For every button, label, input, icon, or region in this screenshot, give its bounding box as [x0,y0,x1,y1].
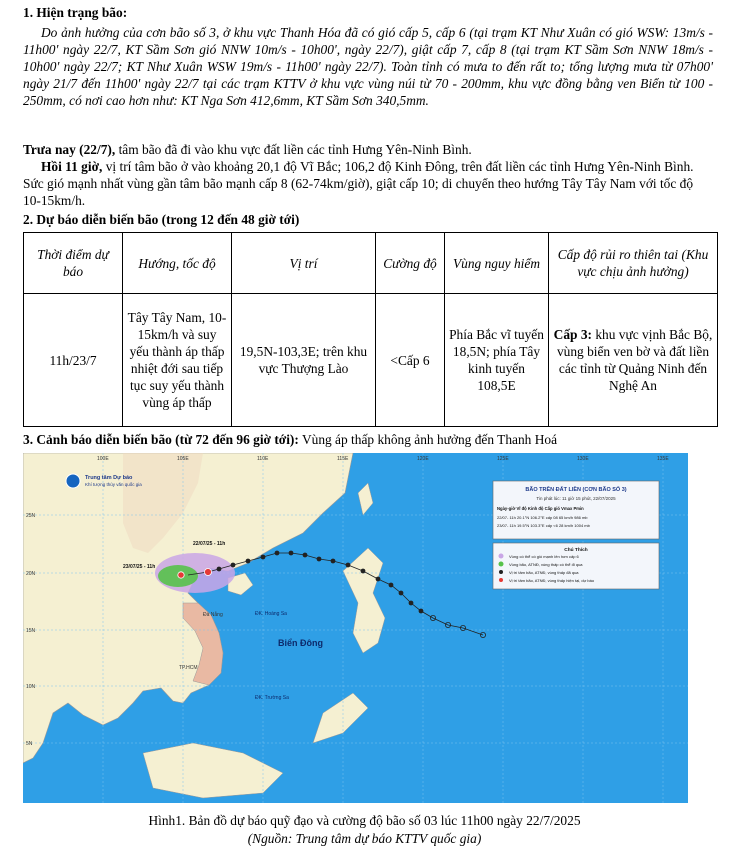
legend-item: Vùng bão, ATNĐ, vùng thấp có thể đi qua [509,562,583,567]
track-point [217,567,222,572]
header-intensity: Cường độ [376,233,445,294]
track-point [317,557,322,562]
forecast-table [23,232,718,427]
section3 [23,431,713,448]
track-point [231,563,236,568]
section1-heading: 1. Hiện trạng bão: [23,5,128,20]
legend-item: Vị trí tâm bão, ATNĐ, vùng thấp hiện tại, dự báo [509,578,595,583]
current-position-icon [205,569,212,576]
section1-para1: Do ảnh hưởng của cơn bão số 3, ở khu vực Thanh Hóa đã có gió cấp 5, cấp 6 (tại trạm KT Như Xuân có gió WSW: 13m/s - 11h00' ngày 22/7, KT Sầm Sơn gió NNW 10m/s - 10h00', ngày 22/7), giật cấp 7, cấp 8 (tại trạm KT Sầm Sơn NNW 18m/s - 10h00' ngày 22/7; KT Như Xuân WSW 19m/s - 11h00' ngày 22/7). Toàn tỉnh có mưa to đến rất to; tổng lượng mưa từ 07h00' ngày 21/7 đến 11h00' ngày 22/7 tại các trạm KTTV ở khu vực vùng núi từ 70 - 200mm, khu vực đồng bằng ven Biển từ 100 - 250mm, có nơi cao hơn như: KT Nga Sơn 412,6mm, KT Sầm Sơn 340,5mm. [23,25,713,108]
lon-label: 115E [337,456,349,462]
track-point [275,551,280,556]
lon-label: 125E [497,456,509,462]
legend-box [493,543,659,589]
track-point [289,551,294,556]
legend-swatch-path [499,562,504,567]
lat-label: 15N [26,628,36,634]
forecast-position-icon [178,572,184,578]
header-danger: Vùng nguy hiểm [445,233,549,294]
label-22-07: 22/07/25 - 11h [193,541,226,547]
cell-position: 19,5N-103,3E; trên khu vực Thượng Lào [232,294,376,427]
para2-rest: tâm bão đã đi vào khu vực đất liền các tỉnh Hưng Yên-Ninh Bình. [115,142,472,157]
cell-risk [549,294,718,427]
para3-rest: vị trí tâm bão ở vào khoảng 20,1 độ Vĩ Bắc; 106,2 độ Kinh Đông, trên đất liền các tỉnh Hưng Yên-Ninh Bình. Sức gió mạnh nhất vùng gần tâm bão mạnh cấp 8 (62-74km/giờ), giật cấp 10; di chuyển theo hướng Tây Tây Nam với tốc độ 10-15km/h. [23,159,694,208]
track-point [419,609,424,614]
lon-label: 105E [177,456,189,462]
label-23-07: 23/07/25 - 11h [123,564,156,570]
label-hcm: TP.HCM [179,665,198,671]
track-point [399,591,404,596]
header-risk: Cấp độ rủi ro thiên tai (Khu vực chịu ảnh hưởng) [549,233,718,294]
legend-item: Vùng có thể có gió mạnh lên hơn cấp 6 [509,554,579,559]
lat-label: 20N [26,571,36,577]
para2-bold: Trưa nay (22/7), [23,142,116,157]
track-point [346,563,351,568]
cell-intensity: <Cấp 6 [376,294,445,427]
section2-heading: 2. Dự báo diễn biến bão (trong 12 đến 48 giờ tới) [23,212,300,227]
legend-swatch-current [499,578,503,582]
cell-direction: Tây Tây Nam, 10-15km/h và suy yếu thành áp thấp nhiệt đới sau tiếp tục suy yếu thành vùng áp thấp [123,294,232,427]
risk-level: Cấp 3: [553,327,592,342]
table-row [24,294,718,427]
track-point [409,601,414,606]
header-position: Vị trí [232,233,376,294]
legend-title: Chú Thích [564,548,588,553]
track-point [246,559,251,564]
cell-danger: Phía Bắc vĩ tuyến 18,5N; phía Tây kinh tuyến 108,5E [445,294,549,427]
label-da-nang: Đà Nẵng [203,612,223,618]
label-bien-dong: Biển Đông [278,638,323,648]
org-logo-icon [66,474,80,488]
bulletin-row: 22/07- 11h 20.1°N 106.2°E cấp 08 65 km/h 986 mb [497,515,588,520]
track-point [331,559,336,564]
bulletin-title: BÃO TRÊN ĐẤT LIỀN (CƠN BÃO SỐ 3) [525,487,627,493]
lon-label: 130E [577,456,589,462]
track-point [361,569,366,574]
section1-para2 [23,141,713,158]
org-subname: Khí tượng thủy văn quốc gia [85,482,142,487]
track-point [376,577,381,582]
bulletin-row: 23/07- 11h 19.5°N 103.3°E cấp <6 28 km/h 1004 mb [497,523,590,528]
risk-area: khu vực vịnh Bắc Bộ, vùng biển ven bờ và đất liền các tỉnh từ Quảng Ninh đến Nghệ An [556,327,713,393]
label-truong-sa: ĐK. Trường Sa [255,695,289,701]
track-point [389,583,394,588]
lat-label: 10N [26,684,36,690]
org-name: Trung tâm Dự báo [85,475,133,481]
label-hoang-sa: ĐK. Hoàng Sa [255,611,287,617]
bulletin-box [493,481,659,539]
header-time: Thời điểm dự báo [24,233,123,294]
header-direction: Hướng, tốc độ [123,233,232,294]
storm-track-map [23,453,688,803]
cell-time: 11h/23/7 [24,294,123,427]
section1-para3 [23,158,713,209]
legend-item: Vị trí tâm bão, ATNĐ, vùng thấp đã qua [509,570,579,575]
legend-swatch-past [499,570,503,574]
track-point [261,555,266,560]
section3-text: Vùng áp thấp không ảnh hưởng đến Thanh Hoá [298,432,558,447]
figure-caption: Hình1. Bản đồ dự báo quỹ đạo và cường độ bão số 03 lúc 11h00 ngày 22/7/2025 [148,813,581,828]
lon-label: 135E [657,456,669,462]
lon-label: 110E [257,456,269,462]
table-header-row [24,233,718,294]
figure-source: (Nguồn: Trung tâm dự báo KTTV quốc gia) [247,831,482,846]
bulletin-time: Tin phát lúc: 11 giờ 15 phút, 22/07/2025 [536,496,616,501]
para3-bold: Hồi 11 giờ, [41,159,103,174]
lon-label: 100E [97,456,109,462]
lon-label: 120E [417,456,429,462]
bulletin-columns: Ngày-giờ Vĩ độ Kinh độ Cấp gió Vmax Pmin [497,506,584,511]
lat-label: 5N [26,741,33,747]
track-point [303,553,308,558]
lat-label: 25N [26,513,36,519]
section3-heading: 3. Cảnh báo diễn biến bão (từ 72 đến 96 giờ tới): [23,432,299,447]
legend-swatch-strong-wind [499,554,504,559]
